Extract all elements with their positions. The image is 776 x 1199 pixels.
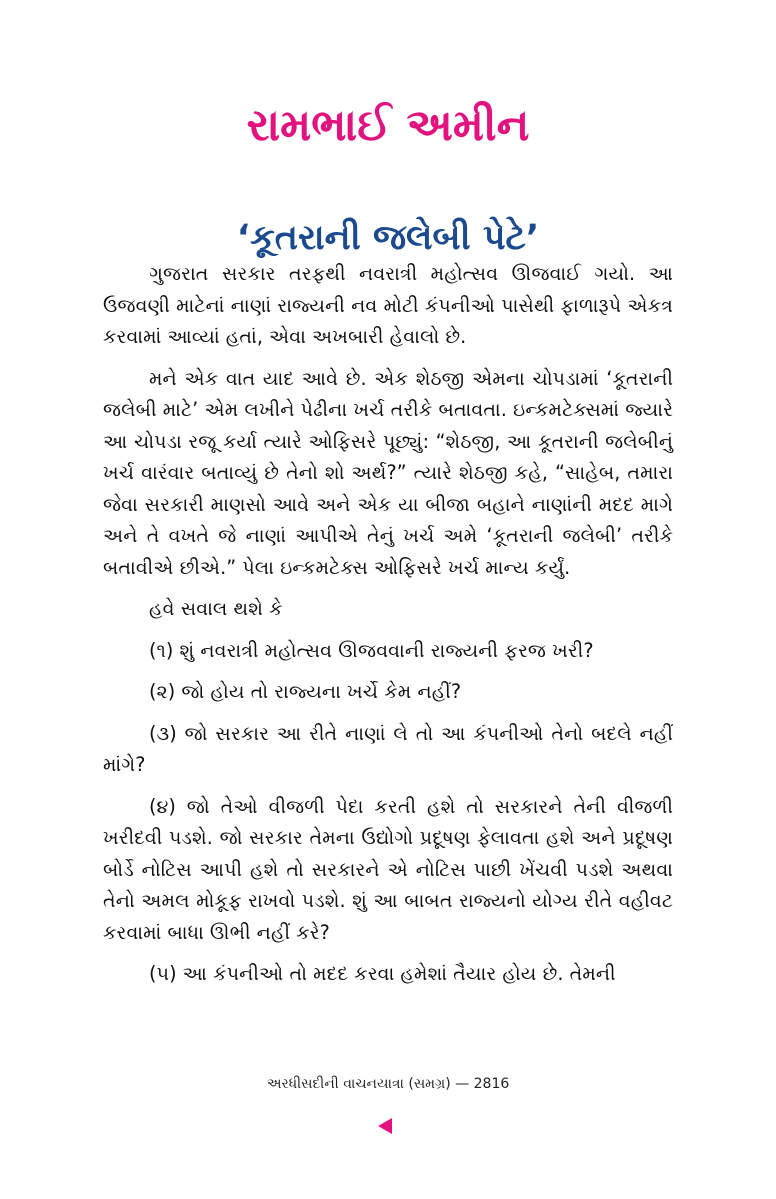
author-name: રામભાઈ અમીન [246,100,530,151]
page-footer: અરધીસદીની વાચનયાત્રા (સમગ્ર) — 2816 [266,1076,510,1092]
question-item: (૨) જો હોય તો રાજ્યના ખર્ચે કેમ નહીં? [149,680,462,703]
question-item: (૧) શું નવરાત્રી મહોત્સવ ઊજવવાની રાજ્યની ફરજ ખરી? [149,638,594,662]
article-body [103,258,673,1000]
left-triangle-icon[interactable] [378,1118,392,1134]
question-item: (૪) જો તેઓ વીજળી પેદા કરતી હશે તો સરકારને તેની વીજળી ખરીદવી પડશે. જો સરકાર તેમના ઉદ્યોગો પ્રદૂષણ ફેલાવતા હશે અને પ્રદૂષણ બોર્ડે નોટિસ આપી હશે તો સરકારને એ નોટિસ પાછી ખેંચવી પડશે અથવા તેનો અમલ મોકૂફ રાખવો પડશે. શું આ બાબત રાજ્યનો યોગ્ય રીતે વહીવટ કરવામાં બાધા ઊભી નહીં કરે? [103,794,673,944]
article-title: ‘કૂતરાની જલેબી પેટે’ [236,218,540,258]
paragraph: હવે સવાલ થશે કે [149,597,283,620]
question-item: (૫) આ કંપનીઓ તો મદદ કરવા હમેશાં તૈયાર હોય છે. તેમની [149,962,616,985]
paragraph: ગુજરાત સરકાર તરફથી નવરાત્રી મહોત્સવ ઊજવાઈ ગયો. આ ઉજવણી માટેનાં નાણાં રાજ્યની નવ મોટી કંપનીઓ પાસેથી ફાળારૂપે એકત્ર કરવામાં આવ્યાં હતાં, એવા અખબારી હેવાલો છે. [103,262,673,348]
paragraph: મને એક વાત યાદ આવે છે. એક શેઠજી એમના ચોપડામાં ‘કૂતરાની જલેબી માટે’ એમ લખીને પેઢીના ખર્ચ તરીકે બતાવતા. ઇન્કમટેક્સમાં જ્યારે આ ચોપડા રજૂ કર્યા ત્યારે ઓફિસરે પૂછ્યું: “શેઠજી, આ કૂતરાની જલેબીનું ખર્ચ વારંવાર બતાવ્યું છે તેનો શો અર્થ?” ત્યારે શેઠજી કહે, “સાહેબ, તમારા જેવા સરકારી માણસો આવે અને એક યા બીજા બહાને નાણાંની મદદ માગે અને તે વખતે જે નાણાં આપીએ તેનું ખર્ચ અમે ‘કૂતરાની જલેબી’ તરીકે બતાવીએ છીએ.” પેલા ઇન્કમટેક્સ ઓફિસરે ખર્ચ માન્ય કર્યું. [103,366,673,579]
question-item: (૩) જો સરકાર આ રીતે નાણાં લે તો આ કંપનીઓ તેનો બદલે નહીં માંગે? [103,721,673,776]
